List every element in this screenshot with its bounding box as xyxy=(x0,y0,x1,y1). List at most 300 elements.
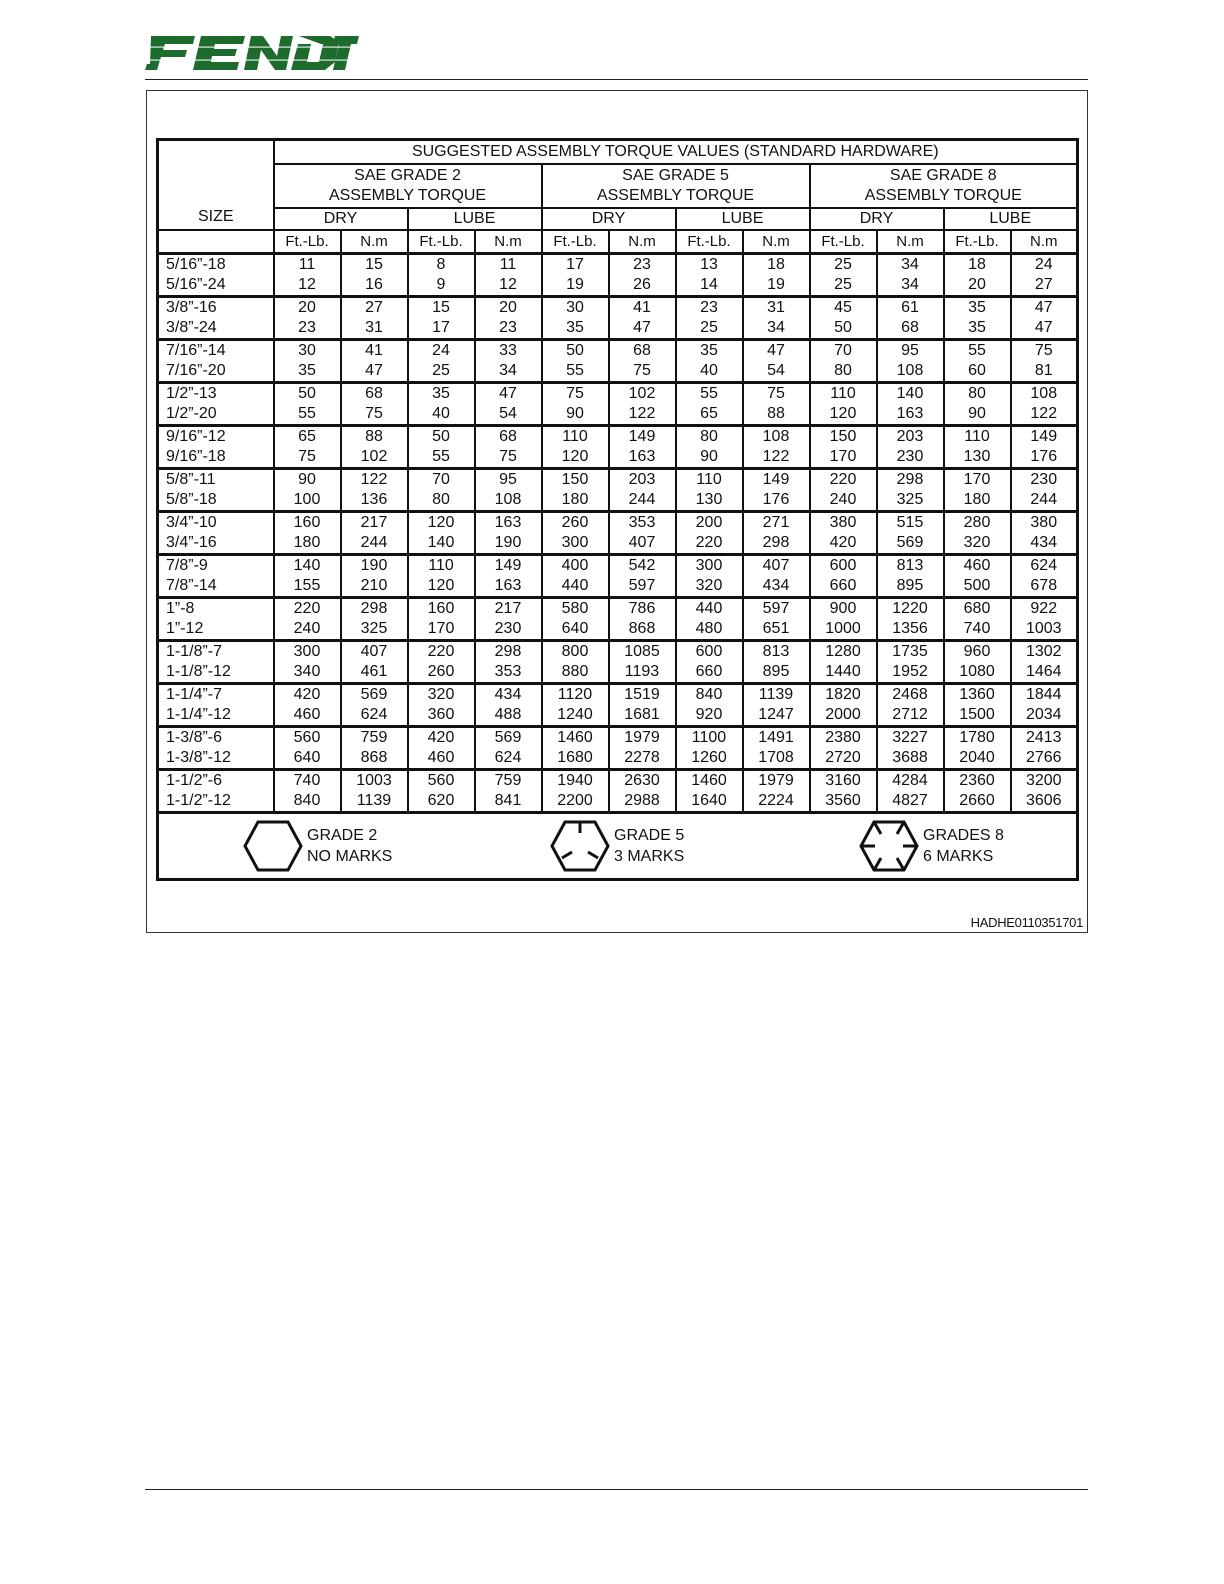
torque-value-cell: 244 xyxy=(609,490,676,512)
torque-value-cell: 407 xyxy=(609,533,676,555)
torque-value-cell: 102 xyxy=(609,383,676,405)
torque-value-cell: 1302 xyxy=(1011,641,1078,663)
table-row xyxy=(158,641,1078,663)
torque-value-cell: 434 xyxy=(475,684,542,706)
torque-value-cell: 325 xyxy=(341,619,408,641)
torque-value-cell: 500 xyxy=(944,576,1011,598)
torque-value-cell: 88 xyxy=(341,426,408,448)
size-cell: 1/2”-20 xyxy=(158,404,274,426)
torque-value-cell: 1240 xyxy=(542,705,609,727)
condition-header: DRY xyxy=(542,208,676,230)
torque-value-cell: 1500 xyxy=(944,705,1011,727)
grade-header-line2: ASSEMBLY TORQUE xyxy=(596,187,755,204)
torque-value-cell: 41 xyxy=(341,340,408,362)
torque-value-cell: 47 xyxy=(341,361,408,383)
torque-value-cell: 380 xyxy=(1011,512,1078,534)
torque-value-cell: 25 xyxy=(810,254,877,276)
torque-value-cell: 68 xyxy=(475,426,542,448)
torque-value-cell: 800 xyxy=(542,641,609,663)
torque-value-cell: 460 xyxy=(274,705,341,727)
legend-label: GRADE 5 xyxy=(614,827,685,844)
torque-value-cell: 120 xyxy=(408,576,475,598)
torque-value-cell: 12 xyxy=(274,275,341,297)
torque-value-cell: 50 xyxy=(408,426,475,448)
torque-value-cell: 75 xyxy=(274,447,341,469)
hexagon-6-marks-icon xyxy=(859,820,919,872)
torque-value-cell: 1220 xyxy=(877,598,944,620)
torque-value-cell: 280 xyxy=(944,512,1011,534)
fendt-logo xyxy=(145,34,359,77)
table-row xyxy=(158,340,1078,362)
torque-value-cell: 217 xyxy=(341,512,408,534)
torque-value-cell: 542 xyxy=(609,555,676,577)
torque-value-cell: 35 xyxy=(274,361,341,383)
torque-value-cell: 35 xyxy=(944,318,1011,340)
legend-item xyxy=(243,820,392,872)
size-cell: 1/2”-13 xyxy=(158,383,274,405)
size-cell: 7/8”-9 xyxy=(158,555,274,577)
torque-value-cell: 2000 xyxy=(810,705,877,727)
grade-header-line1: SAE GRADE 2 xyxy=(354,167,461,184)
torque-value-cell: 260 xyxy=(408,662,475,684)
torque-value-cell: 68 xyxy=(877,318,944,340)
torque-value-cell: 41 xyxy=(609,297,676,319)
torque-value-cell: 110 xyxy=(810,383,877,405)
torque-value-cell: 360 xyxy=(408,705,475,727)
torque-value-cell: 35 xyxy=(676,340,743,362)
torque-value-cell: 488 xyxy=(475,705,542,727)
legend-item xyxy=(550,820,684,872)
torque-value-cell: 1085 xyxy=(609,641,676,663)
torque-value-cell: 320 xyxy=(408,684,475,706)
torque-value-cell: 922 xyxy=(1011,598,1078,620)
torque-value-cell: 163 xyxy=(475,576,542,598)
table-row xyxy=(158,404,1078,426)
torque-value-cell: 155 xyxy=(274,576,341,598)
torque-value-cell: 220 xyxy=(274,598,341,620)
legend-label: GRADE 2 xyxy=(307,827,378,844)
torque-value-cell: 3200 xyxy=(1011,770,1078,792)
grade-legend xyxy=(158,813,1078,880)
table-row xyxy=(158,318,1078,340)
torque-value-cell: 75 xyxy=(475,447,542,469)
torque-value-cell: 65 xyxy=(274,426,341,448)
torque-value-cell: 230 xyxy=(877,447,944,469)
torque-value-cell: 81 xyxy=(1011,361,1078,383)
torque-value-cell: 80 xyxy=(676,426,743,448)
torque-value-cell: 11 xyxy=(274,254,341,276)
unit-header: N.m xyxy=(1011,230,1078,254)
torque-value-cell: 70 xyxy=(408,469,475,491)
table-row xyxy=(158,662,1078,684)
grade-5-header xyxy=(542,164,810,208)
torque-value-cell: 217 xyxy=(475,598,542,620)
torque-value-cell: 1681 xyxy=(609,705,676,727)
torque-value-cell: 203 xyxy=(877,426,944,448)
torque-value-cell: 298 xyxy=(341,598,408,620)
torque-value-cell: 150 xyxy=(810,426,877,448)
table-row xyxy=(158,254,1078,276)
torque-value-cell: 180 xyxy=(542,490,609,512)
legend-sublabel: 3 MARKS xyxy=(614,848,685,865)
torque-value-cell: 1979 xyxy=(609,727,676,749)
torque-value-cell: 1844 xyxy=(1011,684,1078,706)
torque-value-cell: 3688 xyxy=(877,748,944,770)
header-rule xyxy=(145,79,1088,80)
torque-value-cell: 2413 xyxy=(1011,727,1078,749)
torque-value-cell: 190 xyxy=(341,555,408,577)
torque-value-cell: 1460 xyxy=(542,727,609,749)
unit-header: N.m xyxy=(475,230,542,254)
torque-value-cell: 108 xyxy=(743,426,810,448)
torque-value-cell: 47 xyxy=(475,383,542,405)
torque-value-cell: 17 xyxy=(542,254,609,276)
torque-value-cell: 163 xyxy=(475,512,542,534)
torque-value-cell: 75 xyxy=(341,404,408,426)
size-cell: 3/8”-24 xyxy=(158,318,274,340)
torque-value-cell: 220 xyxy=(408,641,475,663)
torque-value-cell: 23 xyxy=(475,318,542,340)
size-cell: 5/16”-24 xyxy=(158,275,274,297)
torque-value-cell: 210 xyxy=(341,576,408,598)
unit-header-blank xyxy=(158,230,274,254)
torque-value-cell: 55 xyxy=(408,447,475,469)
size-cell: 1-1/4”-7 xyxy=(158,684,274,706)
torque-value-cell: 895 xyxy=(743,662,810,684)
table-row xyxy=(158,447,1078,469)
torque-value-cell: 2660 xyxy=(944,791,1011,813)
torque-value-cell: 420 xyxy=(810,533,877,555)
size-cell: 1-3/8”-6 xyxy=(158,727,274,749)
torque-value-cell: 353 xyxy=(609,512,676,534)
torque-value-cell: 25 xyxy=(676,318,743,340)
table-title: SUGGESTED ASSEMBLY TORQUE VALUES (STANDARD HARDWARE) xyxy=(274,140,1078,165)
torque-value-cell: 1680 xyxy=(542,748,609,770)
torque-value-cell: 27 xyxy=(341,297,408,319)
torque-value-cell: 150 xyxy=(542,469,609,491)
size-cell: 1”-12 xyxy=(158,619,274,641)
torque-value-cell: 47 xyxy=(609,318,676,340)
torque-value-cell: 1735 xyxy=(877,641,944,663)
torque-value-cell: 100 xyxy=(274,490,341,512)
torque-value-cell: 340 xyxy=(274,662,341,684)
torque-value-cell: 140 xyxy=(274,555,341,577)
torque-value-cell: 240 xyxy=(274,619,341,641)
table-row xyxy=(158,705,1078,727)
torque-value-cell: 110 xyxy=(542,426,609,448)
torque-value-cell: 420 xyxy=(408,727,475,749)
torque-value-cell: 1100 xyxy=(676,727,743,749)
torque-value-cell: 45 xyxy=(810,297,877,319)
grade-header-line1: SAE GRADE 5 xyxy=(622,167,729,184)
torque-value-cell: 3227 xyxy=(877,727,944,749)
torque-value-cell: 40 xyxy=(408,404,475,426)
torque-value-cell: 2224 xyxy=(743,791,810,813)
size-cell: 1-1/8”-7 xyxy=(158,641,274,663)
torque-value-cell: 40 xyxy=(676,361,743,383)
torque-value-cell: 660 xyxy=(810,576,877,598)
table-row xyxy=(158,533,1078,555)
torque-value-cell: 1952 xyxy=(877,662,944,684)
torque-value-cell: 24 xyxy=(1011,254,1078,276)
torque-value-cell: 220 xyxy=(676,533,743,555)
torque-value-cell: 740 xyxy=(944,619,1011,641)
torque-value-cell: 54 xyxy=(743,361,810,383)
torque-value-cell: 15 xyxy=(341,254,408,276)
unit-header: Ft.-Lb. xyxy=(274,230,341,254)
torque-value-cell: 244 xyxy=(341,533,408,555)
torque-value-cell: 122 xyxy=(743,447,810,469)
torque-value-cell: 678 xyxy=(1011,576,1078,598)
torque-value-cell: 1780 xyxy=(944,727,1011,749)
torque-value-cell: 230 xyxy=(475,619,542,641)
torque-value-cell: 651 xyxy=(743,619,810,641)
size-cell: 3/4”-10 xyxy=(158,512,274,534)
torque-value-cell: 25 xyxy=(810,275,877,297)
torque-value-cell: 163 xyxy=(609,447,676,469)
torque-value-cell: 434 xyxy=(743,576,810,598)
torque-value-cell: 180 xyxy=(274,533,341,555)
torque-value-cell: 55 xyxy=(274,404,341,426)
torque-value-cell: 2200 xyxy=(542,791,609,813)
torque-value-cell: 170 xyxy=(944,469,1011,491)
torque-value-cell: 34 xyxy=(877,275,944,297)
footer-rule xyxy=(145,1489,1088,1490)
torque-value-cell: 80 xyxy=(944,383,1011,405)
torque-value-cell: 244 xyxy=(1011,490,1078,512)
torque-value-cell: 569 xyxy=(341,684,408,706)
size-cell: 1”-8 xyxy=(158,598,274,620)
size-cell: 7/16”-20 xyxy=(158,361,274,383)
table-row xyxy=(158,619,1078,641)
torque-value-cell: 920 xyxy=(676,705,743,727)
torque-value-cell: 1460 xyxy=(676,770,743,792)
torque-value-cell: 60 xyxy=(944,361,1011,383)
grade-header-line1: SAE GRADE 8 xyxy=(889,167,997,184)
torque-value-cell: 407 xyxy=(341,641,408,663)
torque-value-cell: 580 xyxy=(542,598,609,620)
grade-2-header xyxy=(274,164,542,208)
torque-value-cell: 18 xyxy=(944,254,1011,276)
torque-value-cell: 110 xyxy=(408,555,475,577)
torque-value-cell: 1464 xyxy=(1011,662,1078,684)
torque-value-cell: 1080 xyxy=(944,662,1011,684)
torque-value-cell: 55 xyxy=(676,383,743,405)
torque-value-cell: 1440 xyxy=(810,662,877,684)
torque-value-cell: 176 xyxy=(743,490,810,512)
unit-header: N.m xyxy=(877,230,944,254)
torque-value-cell: 108 xyxy=(475,490,542,512)
size-header: SIZE xyxy=(158,140,274,231)
torque-value-cell: 108 xyxy=(1011,383,1078,405)
torque-value-cell: 1120 xyxy=(542,684,609,706)
torque-value-cell: 31 xyxy=(743,297,810,319)
torque-value-cell: 2278 xyxy=(609,748,676,770)
size-cell: 7/8”-14 xyxy=(158,576,274,598)
torque-value-cell: 120 xyxy=(542,447,609,469)
size-cell: 3/4”-16 xyxy=(158,533,274,555)
torque-value-cell: 33 xyxy=(475,340,542,362)
torque-value-cell: 75 xyxy=(743,383,810,405)
torque-value-cell: 624 xyxy=(1011,555,1078,577)
size-cell: 1-1/8”-12 xyxy=(158,662,274,684)
size-cell: 7/16”-14 xyxy=(158,340,274,362)
torque-value-cell: 203 xyxy=(609,469,676,491)
table-row xyxy=(158,426,1078,448)
torque-value-cell: 353 xyxy=(475,662,542,684)
figure-id: HADHE0110351701 xyxy=(970,915,1083,930)
torque-value-cell: 17 xyxy=(408,318,475,340)
torque-value-cell: 140 xyxy=(408,533,475,555)
torque-value-cell: 2720 xyxy=(810,748,877,770)
unit-header: N.m xyxy=(341,230,408,254)
size-cell: 1-1/4”-12 xyxy=(158,705,274,727)
torque-value-cell: 54 xyxy=(475,404,542,426)
torque-value-cell: 1139 xyxy=(743,684,810,706)
torque-value-cell: 597 xyxy=(743,598,810,620)
torque-value-cell: 149 xyxy=(743,469,810,491)
torque-value-cell: 14 xyxy=(676,275,743,297)
torque-value-cell: 30 xyxy=(542,297,609,319)
torque-value-cell: 136 xyxy=(341,490,408,512)
unit-header: N.m xyxy=(609,230,676,254)
torque-value-cell: 320 xyxy=(676,576,743,598)
torque-value-cell: 47 xyxy=(743,340,810,362)
torque-value-cell: 1940 xyxy=(542,770,609,792)
torque-value-cell: 19 xyxy=(743,275,810,297)
torque-value-cell: 50 xyxy=(810,318,877,340)
torque-value-cell: 180 xyxy=(944,490,1011,512)
size-cell: 1-1/2”-12 xyxy=(158,791,274,813)
torque-value-cell: 47 xyxy=(1011,318,1078,340)
torque-value-cell: 35 xyxy=(944,297,1011,319)
torque-value-cell: 122 xyxy=(341,469,408,491)
torque-value-cell: 4284 xyxy=(877,770,944,792)
torque-value-cell: 31 xyxy=(341,318,408,340)
torque-value-cell: 3160 xyxy=(810,770,877,792)
torque-value-cell: 170 xyxy=(408,619,475,641)
torque-value-cell: 569 xyxy=(475,727,542,749)
torque-value-cell: 260 xyxy=(542,512,609,534)
torque-value-cell: 624 xyxy=(341,705,408,727)
torque-value-cell: 2380 xyxy=(810,727,877,749)
size-cell: 3/8”-16 xyxy=(158,297,274,319)
size-cell: 5/8”-18 xyxy=(158,490,274,512)
condition-header: LUBE xyxy=(944,208,1078,230)
torque-value-cell: 55 xyxy=(542,361,609,383)
unit-header: N.m xyxy=(743,230,810,254)
grade-8-header xyxy=(810,164,1078,208)
torque-value-cell: 271 xyxy=(743,512,810,534)
torque-value-cell: 20 xyxy=(475,297,542,319)
table-row xyxy=(158,297,1078,319)
torque-value-cell: 3606 xyxy=(1011,791,1078,813)
torque-value-cell: 80 xyxy=(408,490,475,512)
size-cell: 1-1/2”-6 xyxy=(158,770,274,792)
torque-value-cell: 4827 xyxy=(877,791,944,813)
torque-value-cell: 895 xyxy=(877,576,944,598)
table-row xyxy=(158,770,1078,792)
torque-value-cell: 50 xyxy=(542,340,609,362)
torque-value-cell: 110 xyxy=(676,469,743,491)
torque-value-cell: 460 xyxy=(408,748,475,770)
torque-value-cell: 300 xyxy=(274,641,341,663)
torque-value-cell: 1193 xyxy=(609,662,676,684)
torque-value-cell: 1003 xyxy=(341,770,408,792)
table-row xyxy=(158,576,1078,598)
table-row xyxy=(158,383,1078,405)
torque-value-cell: 2040 xyxy=(944,748,1011,770)
torque-value-cell: 34 xyxy=(475,361,542,383)
torque-value-cell: 440 xyxy=(676,598,743,620)
unit-header: Ft.-Lb. xyxy=(408,230,475,254)
torque-value-cell: 95 xyxy=(475,469,542,491)
torque-value-cell: 1280 xyxy=(810,641,877,663)
torque-value-cell: 600 xyxy=(810,555,877,577)
torque-value-cell: 140 xyxy=(877,383,944,405)
torque-value-cell: 440 xyxy=(542,576,609,598)
torque-value-cell: 300 xyxy=(542,533,609,555)
torque-value-cell: 2468 xyxy=(877,684,944,706)
grade-header-line2: ASSEMBLY TORQUE xyxy=(328,187,487,204)
torque-value-cell: 640 xyxy=(542,619,609,641)
torque-value-cell: 1000 xyxy=(810,619,877,641)
torque-value-cell: 460 xyxy=(944,555,1011,577)
torque-value-cell: 27 xyxy=(1011,275,1078,297)
torque-value-cell: 298 xyxy=(743,533,810,555)
legend-sublabel: NO MARKS xyxy=(307,848,393,865)
size-cell: 9/16”-18 xyxy=(158,447,274,469)
size-cell: 9/16”-12 xyxy=(158,426,274,448)
torque-value-cell: 61 xyxy=(877,297,944,319)
torque-value-cell: 8 xyxy=(408,254,475,276)
torque-value-cell: 68 xyxy=(341,383,408,405)
torque-value-cell: 2712 xyxy=(877,705,944,727)
torque-value-cell: 13 xyxy=(676,254,743,276)
torque-value-cell: 420 xyxy=(274,684,341,706)
torque-value-cell: 20 xyxy=(274,297,341,319)
torque-value-cell: 34 xyxy=(877,254,944,276)
torque-value-cell: 108 xyxy=(877,361,944,383)
torque-value-cell: 26 xyxy=(609,275,676,297)
torque-value-cell: 130 xyxy=(944,447,1011,469)
torque-value-cell: 110 xyxy=(944,426,1011,448)
torque-value-cell: 160 xyxy=(274,512,341,534)
table-row xyxy=(158,684,1078,706)
table-row xyxy=(158,598,1078,620)
torque-value-cell: 960 xyxy=(944,641,1011,663)
condition-header: LUBE xyxy=(408,208,542,230)
legend-item xyxy=(859,820,1004,872)
torque-value-cell: 560 xyxy=(408,770,475,792)
torque-value-cell: 34 xyxy=(743,318,810,340)
table-row xyxy=(158,275,1078,297)
torque-value-cell: 3560 xyxy=(810,791,877,813)
torque-value-cell: 1820 xyxy=(810,684,877,706)
table-row xyxy=(158,469,1078,491)
torque-value-cell: 880 xyxy=(542,662,609,684)
torque-value-cell: 190 xyxy=(475,533,542,555)
unit-header: Ft.-Lb. xyxy=(542,230,609,254)
grade-header-line2: ASSEMBLY TORQUE xyxy=(864,187,1022,204)
torque-value-cell: 841 xyxy=(475,791,542,813)
torque-value-cell: 1640 xyxy=(676,791,743,813)
torque-value-cell: 102 xyxy=(341,447,408,469)
torque-value-cell: 1491 xyxy=(743,727,810,749)
torque-value-cell: 868 xyxy=(609,619,676,641)
torque-value-cell: 35 xyxy=(408,383,475,405)
torque-value-cell: 19 xyxy=(542,275,609,297)
